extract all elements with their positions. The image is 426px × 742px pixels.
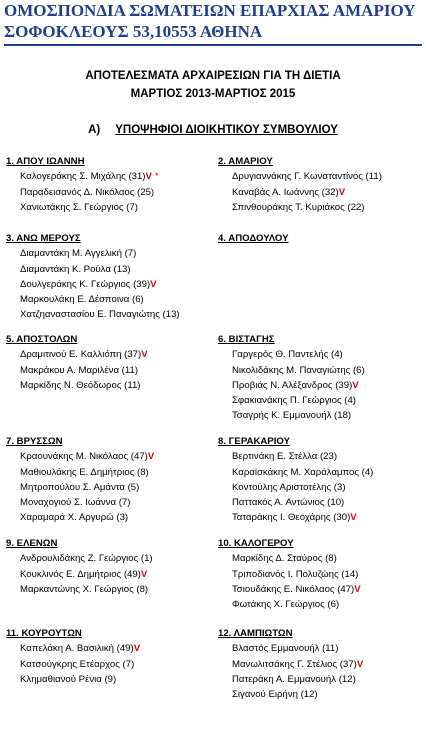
candidate-entry <box>6 567 153 582</box>
candidate-entry <box>6 169 159 184</box>
candidate-name: Δραμιτινού Ε. Καλλιόπη (37) <box>20 349 142 361</box>
candidate-entry <box>218 465 373 480</box>
candidate-entry <box>218 687 363 702</box>
candidate-name: Χανιωτάκης Σ. Γεώργιος (7) <box>20 201 138 213</box>
candidate-entry <box>6 307 180 322</box>
group-title: 10. ΚΑΛΟΓΕΡΟΥ <box>218 538 294 549</box>
candidate-entry <box>218 393 365 408</box>
candidate-entry <box>6 449 154 464</box>
candidate-name: Σπινθουράκης Τ. Κυριάκος (22) <box>232 201 365 213</box>
candidate-name: Βερτινάκη Ε. Στέλλα (23) <box>232 451 338 463</box>
candidate-entry <box>218 185 382 200</box>
candidate-name: Πατεράκη Α. Εμμανουήλ (12) <box>232 673 356 685</box>
candidate-name: Τσαγρής Κ. Εμμανουήλ (18) <box>232 410 352 422</box>
candidate-entry <box>218 169 382 184</box>
candidate-name: Σφακιανάκης Π. Γεώργιος (4) <box>232 395 356 407</box>
candidate-name: Προβιάς Ν. Αλέξανδρος (39) <box>232 379 353 391</box>
group-title: 9. ΕΛΕΝΩΝ <box>6 538 58 549</box>
candidate-name: Βλαστός Εμμανουήλ (11) <box>232 643 339 655</box>
elected-mark: V <box>145 171 152 183</box>
candidate-name: Καναβάς Α. Ιωάννης (32) <box>232 186 339 198</box>
group-title: 8. ΓΕΡΑΚΑΡΙΟΥ <box>218 436 290 447</box>
candidate-group <box>218 154 382 215</box>
section-heading <box>0 124 426 136</box>
elected-mark: V <box>140 568 148 580</box>
candidate-entry <box>218 200 382 215</box>
candidate-group <box>6 626 140 687</box>
candidate-name: Μοναχογιού Σ. Ιωάννα (7) <box>20 497 131 509</box>
candidate-entry <box>6 347 148 362</box>
candidate-entry <box>6 262 180 277</box>
document-title-line-1: ΑΠΟΤΕΛΕΣΜΑΤΑ ΑΡΧΑΙΡΕΣΙΩΝ ΓΙΑ ΤΗ ΔΙΕΤΙΑ <box>85 70 341 82</box>
elected-mark: V <box>141 349 148 361</box>
group-title: 2. ΑΜΑΡΙΟΥ <box>218 156 273 167</box>
group-title: 1. ΑΠΟΥ ΙΩΑΝΝΗ <box>6 156 85 167</box>
candidate-group <box>218 231 288 246</box>
candidate-entry <box>218 582 361 597</box>
elected-mark: V <box>133 643 141 655</box>
letterhead-divider <box>4 44 422 46</box>
candidate-name: Κραουνάκης Μ. Νικόλαος (47) <box>20 451 148 463</box>
candidate-name: Δρυγιαννάκης Γ. Κωνσταντίνος (11) <box>232 171 382 183</box>
elected-mark: V <box>147 451 155 463</box>
elected-mark: V <box>352 379 359 391</box>
candidate-name: Μητροπούλου Σ. Αμάντα (5) <box>20 481 140 493</box>
candidate-entry <box>218 567 361 582</box>
candidate-name: Διαμαντάκη Μ. Αγγελική (7) <box>20 248 137 260</box>
candidate-name: Σιγανού Ειρήνη (12) <box>232 689 318 701</box>
candidate-name: Τσιουδάκης Ε. Νικόλαος (47) <box>232 583 355 595</box>
candidate-entry <box>6 246 180 261</box>
candidate-name: Μαθιουλάκης Ε. Δημήτριος (8) <box>20 466 149 478</box>
elected-mark: V <box>356 658 364 670</box>
candidate-name: Μαρκουλάκη Ε. Δέσποινα (6) <box>20 294 144 306</box>
candidate-entry <box>6 510 154 525</box>
elected-mark: V <box>350 512 357 524</box>
candidate-entry <box>218 672 363 687</box>
group-title: 4. ΑΠΟΔΟΥΛΟΥ <box>218 233 289 244</box>
candidate-entry <box>6 551 153 566</box>
candidate-entry <box>218 449 373 464</box>
elected-mark: V <box>354 583 361 595</box>
candidate-entry <box>6 480 154 495</box>
candidate-name: Χατζηαναστασίου Ε. Παναγιώτης (13) <box>20 309 180 321</box>
candidate-entry <box>218 597 361 612</box>
candidate-name: Κλημαθιανού Ρένια (9) <box>20 673 117 685</box>
candidate-name: Γαργερός Θ. Παντελής (4) <box>232 349 343 361</box>
candidate-name: Παραδεισανός Δ. Νικόλαος (25) <box>20 186 155 198</box>
candidate-name: Μαρκίδης Δ. Σταύρος (8) <box>232 553 337 565</box>
candidate-name: Μαρκαντώνης Χ. Γεώργιος (8) <box>20 583 149 595</box>
candidate-name: Καραϊσκάκης Μ. Χαράλαμπος (4) <box>232 466 374 478</box>
candidate-name: Δουλγεράκης Κ. Γεώργιος (39) <box>20 278 151 290</box>
elected-mark: V <box>150 278 157 290</box>
candidate-group <box>6 154 159 215</box>
candidate-name: Παττακός Α. Αντώνιος (10) <box>232 497 345 509</box>
section-letter: Α) <box>88 124 101 136</box>
candidate-name: Καπελάκη Α. Βασιλική (49) <box>20 643 134 655</box>
group-title: 12. ΛΑΜΠΙΩΤΩΝ <box>218 628 293 639</box>
candidate-entry <box>6 465 154 480</box>
candidate-name: Κουκλινός Ε. Δημήτριος (49) <box>20 568 141 580</box>
candidate-group <box>6 332 148 393</box>
candidate-entry <box>218 657 363 672</box>
candidate-entry <box>6 672 140 687</box>
candidate-entry <box>218 378 365 393</box>
elected-mark: V <box>338 186 346 198</box>
candidate-entry <box>6 200 159 215</box>
candidate-group <box>218 434 373 526</box>
candidate-name: Κατσούγκρης Ετέαρχος (7) <box>20 658 135 670</box>
candidate-entry <box>6 657 140 672</box>
candidate-group <box>218 332 365 424</box>
candidate-entry <box>218 363 365 378</box>
candidate-group <box>6 536 153 597</box>
letterhead <box>4 0 422 46</box>
candidate-entry <box>218 480 373 495</box>
candidate-name: Ταταράκης Ι. Θεοχάρης (30) <box>232 512 351 524</box>
candidate-entry <box>6 582 153 597</box>
group-title: 7. ΒΡΥΣΣΩΝ <box>6 436 63 447</box>
section-label: ΥΠΟΨΗΦΙΟΙ ΔΙΟΙΚΗΤΙΚΟΥ ΣΥΜΒΟΥΛΙΟΥ <box>115 124 338 136</box>
group-title: 6. ΒΙΣΤΑΓΗΣ <box>218 334 275 345</box>
candidate-group <box>6 231 180 323</box>
asterisk-mark: * <box>154 171 159 183</box>
candidate-entry <box>218 408 365 423</box>
group-title: 5. ΑΠΟΣΤΟΛΩΝ <box>6 334 78 345</box>
candidate-entry <box>6 641 140 656</box>
candidate-name: Ανδρουλιδάκης Ζ. Γεώργιος (1) <box>20 553 153 565</box>
candidate-entry <box>6 495 154 510</box>
candidate-entry <box>218 495 373 510</box>
candidate-name: Μανωλιτσάκης Γ. Στέλιος (37) <box>232 658 357 670</box>
candidate-name: Χαραμαρά Χ. Αργυρώ (3) <box>20 512 129 524</box>
candidate-name: Καλογεράκης Σ. Μιχάλης (31) <box>20 171 146 183</box>
letterhead-line-1: ΟΜΟΣΠΟΝΔΙΑ ΣΩΜΑΤΕΙΩΝ ΕΠΑΡΧΙΑΣ ΑΜΑΡΙΟΥ <box>4 1 416 20</box>
candidate-entry <box>218 551 361 566</box>
candidate-entry <box>6 378 148 393</box>
candidate-name: Μακράκου Α. Μαριλένα (11) <box>20 364 139 376</box>
candidate-name: Νικολιδάκης Μ. Παναγιώτης (6) <box>232 364 365 376</box>
letterhead-line-2: ΣΟΦΟΚΛΕΟΥΣ 53,10553 ΑΘΗΝΑ <box>4 22 263 41</box>
candidate-name: Φωτάκης Χ. Γεώργιος (6) <box>232 599 340 611</box>
candidate-entry <box>218 641 363 656</box>
document-title-line-2: ΜΑΡΤΙΟΣ 2013-ΜΑΡΤΙΟΣ 2015 <box>130 88 296 100</box>
group-title: 3. ΑΝΩ ΜΕΡΟΥΣ <box>6 233 81 244</box>
candidate-entry <box>218 347 365 362</box>
candidate-entry <box>6 277 180 292</box>
candidate-entry <box>6 185 159 200</box>
candidate-name: Μαρκίδης Ν. Θεόδωρος (11) <box>20 379 141 391</box>
candidate-name: Κοντούλης Αριστοτέλης (3) <box>232 481 346 493</box>
candidate-entry <box>6 363 148 378</box>
candidate-entry <box>218 510 373 525</box>
group-title: 11. ΚΟΥΡΟΥΤΩΝ <box>6 628 82 639</box>
candidate-group <box>218 536 361 612</box>
candidate-group <box>6 434 154 526</box>
candidate-name: Διαμαντάκη Κ. Ρούλα (13) <box>20 263 131 275</box>
candidate-name: Τριποδιανός Ι. Πολυζώης (14) <box>232 568 359 580</box>
candidate-group <box>218 626 363 702</box>
candidate-entry <box>6 292 180 307</box>
